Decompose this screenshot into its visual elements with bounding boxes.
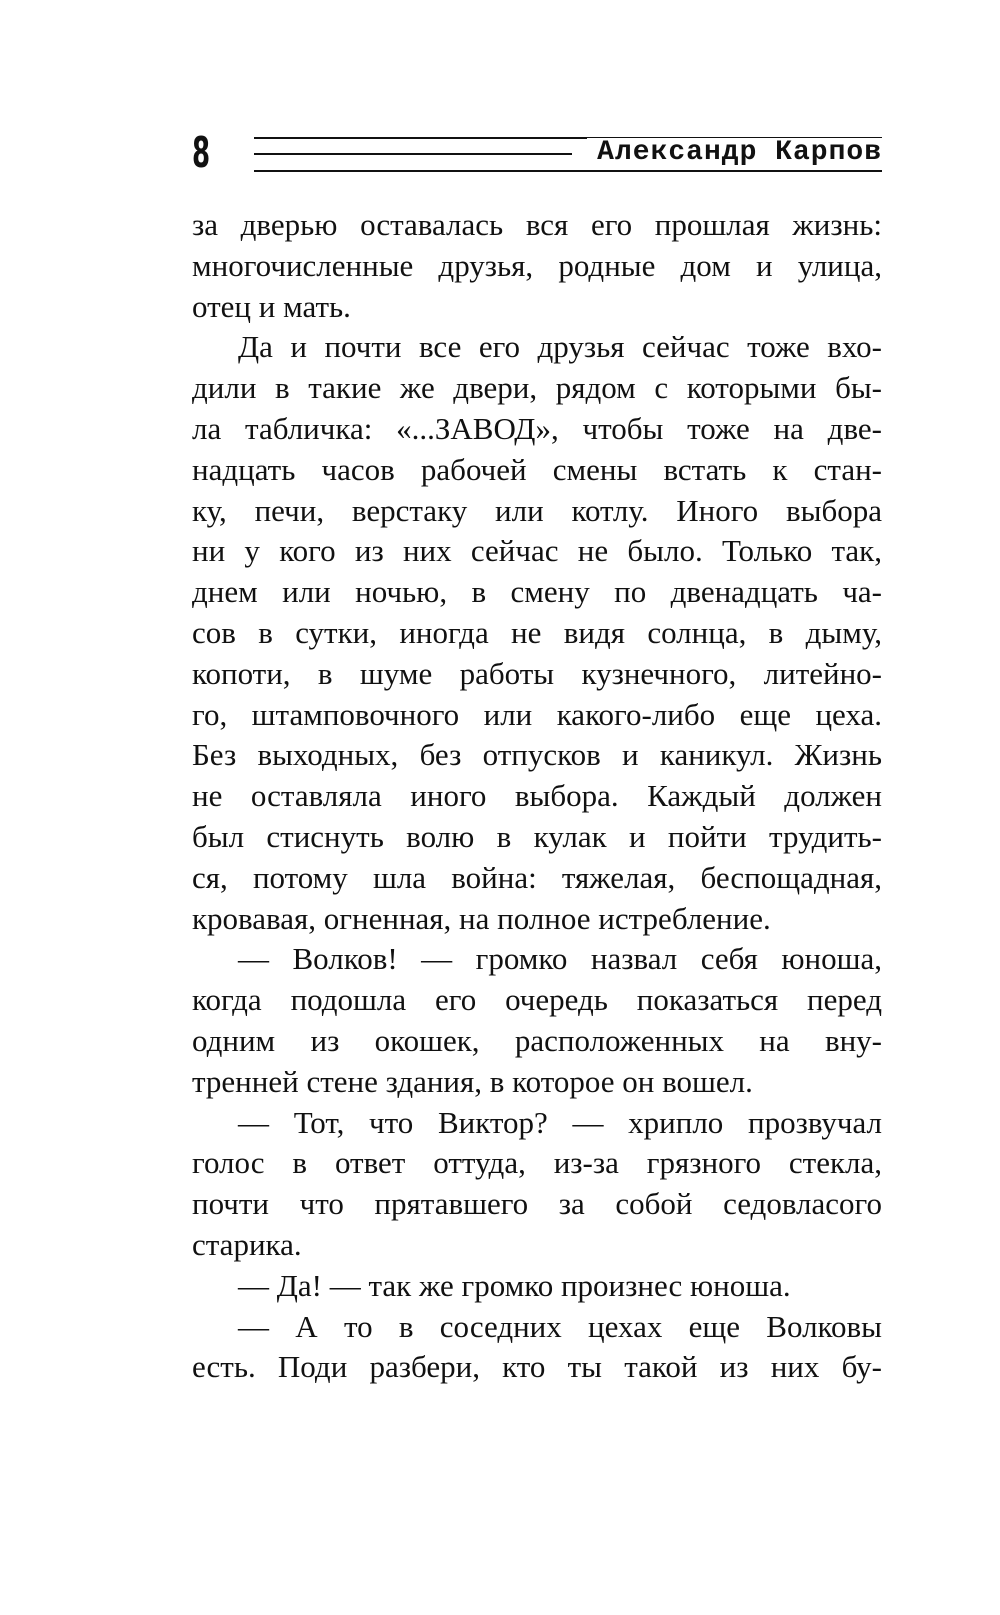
text-line: отец и мать. — [192, 288, 351, 324]
text-line: дили в такие же двери, рядом с которыми бы- — [192, 370, 882, 406]
text-line: не оставляла иного выбора. Каждый должен — [192, 778, 882, 814]
text-line: надцать часов рабочей смены встать к стан- — [192, 451, 882, 487]
text-line: одним из окошек, расположенных на вну- — [192, 1022, 882, 1058]
text-line: го, штамповочного или какого-либо еще цеха. — [192, 696, 882, 732]
text-line: тренней стене здания, в которое он вошел. — [192, 1063, 753, 1099]
text-line: за дверью оставалась вся его прошлая жизнь: — [192, 207, 882, 242]
text-line: ла табличка: «...ЗАВОД», чтобы тоже на две- — [192, 410, 882, 446]
text-line: ни у кого из них сейчас не было. Только так, — [192, 533, 882, 569]
running-header — [192, 128, 882, 177]
text-line: копоти, в шуме работы кузнечного, литейно- — [192, 655, 882, 691]
text-line: днем или ночью, в смену по двенадцать ча- — [192, 574, 882, 610]
body-text — [192, 205, 882, 1388]
text-line: ку, печи, верстаку или котлу. Иного выбора — [192, 492, 882, 528]
text-line: — Волков! — громко назвал себя юноша, — [238, 941, 882, 977]
text-line: кровавая, огненная, на полное истребление. — [192, 900, 771, 936]
text-line: — Тот, что Виктор? — хрипло прозвучал — [238, 1104, 882, 1140]
text-line: старика. — [192, 1226, 302, 1262]
text-line: когда подошла его очередь показаться перед — [192, 982, 882, 1018]
text-line: Без выходных, без отпусков и каникул. Жизнь — [192, 737, 882, 773]
text-line: голос в ответ оттуда, из-за грязного стекла, — [192, 1145, 882, 1181]
text-line: ся, потому шла война: тяжелая, беспощадная, — [192, 859, 882, 895]
text-line: — А то в соседних цехах еще Волковы — [238, 1308, 882, 1344]
author-name: Александр Карпов — [587, 138, 882, 168]
text-line: есть. Поди разбери, кто ты такой из них бу- — [192, 1349, 882, 1385]
text-line: многочисленные друзья, родные дом и улица, — [192, 247, 882, 283]
text-line: — Да! — так же громко произнес юноша. — [238, 1267, 791, 1303]
text-line: сов в сутки, иногда не видя солнца, в дыму, — [192, 614, 882, 650]
text-line: был стиснуть волю в кулак и пойти трудить- — [192, 818, 882, 854]
header-rule-bottom — [254, 170, 882, 172]
header-rule-middle — [254, 153, 572, 155]
text-line: Да и почти все его друзья сейчас тоже вхо- — [238, 329, 882, 365]
page-number: 8 — [192, 128, 211, 177]
text-line: почти что прятавшего за собой седовласого — [192, 1186, 882, 1222]
